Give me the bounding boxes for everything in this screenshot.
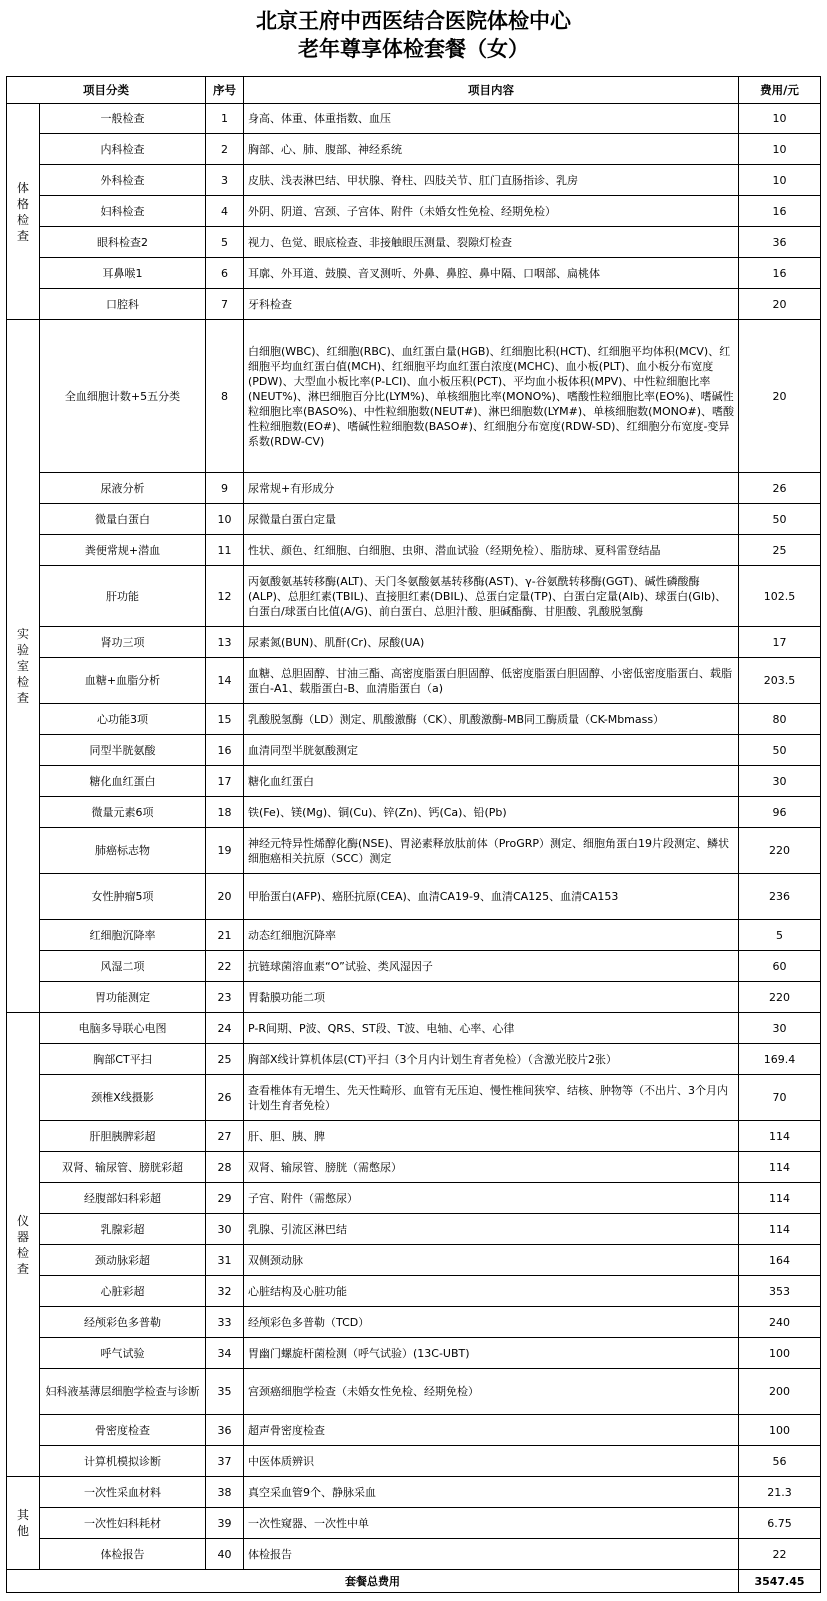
page-title: 北京王府中西医结合医院体检中心	[256, 8, 571, 33]
item-content: 乳酸脱氢酶（LD）测定、肌酸激酶（CK）、肌酸激酶-MB同工酶质量（CK-Mbmass）	[244, 704, 739, 735]
item-no: 19	[206, 828, 244, 874]
item-content: 超声骨密度检查	[244, 1415, 739, 1446]
item-fee: 220	[739, 828, 821, 874]
item-fee: 164	[739, 1245, 821, 1276]
table-row	[7, 1338, 821, 1369]
item-fee: 26	[739, 473, 821, 504]
item-content: 白细胞(WBC)、红细胞(RBC)、血红蛋白量(HGB)、红细胞比积(HCT)、红细胞平均体积(MCV)、红细胞平均血红蛋白值(MCH)、红细胞平均血红蛋白浓度(MCHC)、血小板(PLT)、血小板分布宽度(PDW)、大型血小板比率(P-LCI)、血小板压积(PCT)、平均血小板体积(MPV)、中性粒细胞比率(NEUT%)、淋巴细胞百分比(LYM%)、单核细胞比率(MONO%)、嗜酸性粒细胞比率(EO%)、嗜碱性粒细胞比率(BASO%)、中性粒细胞数(NEUT#)、淋巴细胞数(LYM#)、单核细胞数(MONO#)、嗜酸性粒细胞数(EO#)、嗜碱性粒细胞数(BASO#)、红细胞分布宽度(RDW-SD)、红细胞分布宽度-变异系数(RDW-CV)	[244, 320, 739, 473]
item-no: 35	[206, 1369, 244, 1415]
item-no: 34	[206, 1338, 244, 1369]
item-content: 尿常规+有形成分	[244, 473, 739, 504]
page-subtitle: 老年尊享体检套餐（女）	[298, 36, 529, 61]
table-row	[7, 258, 821, 289]
table-row	[7, 1508, 821, 1539]
item-content: 视力、色觉、眼底检查、非接触眼压测量、裂隙灯检查	[244, 227, 739, 258]
item-name: 女性肿瘤5项	[40, 874, 206, 920]
item-fee: 100	[739, 1415, 821, 1446]
item-name: 颈动脉彩超	[40, 1245, 206, 1276]
table-row	[7, 1415, 821, 1446]
item-no: 5	[206, 227, 244, 258]
table-row	[7, 1075, 821, 1121]
item-content: 耳廓、外耳道、鼓膜、音叉测听、外鼻、鼻腔、鼻中隔、口咽部、扁桃体	[244, 258, 739, 289]
item-fee: 30	[739, 766, 821, 797]
header-content: 项目内容	[244, 77, 739, 104]
item-name: 妇科检查	[40, 196, 206, 227]
item-name: 电脑多导联心电图	[40, 1013, 206, 1044]
item-name: 微量元素6项	[40, 797, 206, 828]
item-name: 口腔科	[40, 289, 206, 320]
item-no: 25	[206, 1044, 244, 1075]
item-no: 7	[206, 289, 244, 320]
item-name: 一次性妇科耗材	[40, 1508, 206, 1539]
item-content: 抗链球菌溶血素“O”试验、类风湿因子	[244, 951, 739, 982]
item-fee: 17	[739, 627, 821, 658]
item-no: 33	[206, 1307, 244, 1338]
table-row	[7, 1369, 821, 1415]
table-row	[7, 735, 821, 766]
item-fee: 70	[739, 1075, 821, 1121]
item-content: 胃黏膜功能二项	[244, 982, 739, 1013]
table-row	[7, 1183, 821, 1214]
item-no: 9	[206, 473, 244, 504]
table-row	[7, 1013, 821, 1044]
item-fee: 10	[739, 134, 821, 165]
item-content: 血清同型半胱氨酸测定	[244, 735, 739, 766]
item-name: 乳腺彩超	[40, 1214, 206, 1245]
item-name: 糖化血红蛋白	[40, 766, 206, 797]
item-fee: 102.5	[739, 566, 821, 627]
item-name: 心脏彩超	[40, 1276, 206, 1307]
table-row	[7, 104, 821, 134]
item-name: 风湿二项	[40, 951, 206, 982]
item-no: 27	[206, 1121, 244, 1152]
item-name: 骨密度检查	[40, 1415, 206, 1446]
item-name: 胸部CT平扫	[40, 1044, 206, 1075]
item-content: 牙科检查	[244, 289, 739, 320]
item-fee: 5	[739, 920, 821, 951]
item-name: 一般检查	[40, 104, 206, 134]
item-content: 经颅彩色多普勒（TCD）	[244, 1307, 739, 1338]
header-no: 序号	[206, 77, 244, 104]
total-fee: 3547.45	[739, 1570, 821, 1593]
item-content: 外阴、阴道、宫颈、子宫体、附件（未婚女性免检、经期免检）	[244, 196, 739, 227]
item-name: 肝胆胰脾彩超	[40, 1121, 206, 1152]
item-content: 皮肤、浅表淋巴结、甲状腺、脊柱、四肢关节、肛门直肠指诊、乳房	[244, 165, 739, 196]
header-category: 项目分类	[7, 77, 206, 104]
item-name: 心功能3项	[40, 704, 206, 735]
item-fee: 203.5	[739, 658, 821, 704]
table-row	[7, 1477, 821, 1508]
item-name: 肺癌标志物	[40, 828, 206, 874]
category-label: 仪 器 检 查	[7, 1013, 40, 1477]
item-no: 8	[206, 320, 244, 473]
item-no: 31	[206, 1245, 244, 1276]
item-content: 身高、体重、体重指数、血压	[244, 104, 739, 134]
item-content: 肝、胆、胰、脾	[244, 1121, 739, 1152]
table-row	[7, 1276, 821, 1307]
item-name: 呼气试验	[40, 1338, 206, 1369]
item-no: 21	[206, 920, 244, 951]
item-no: 15	[206, 704, 244, 735]
table-row	[7, 134, 821, 165]
item-name: 胃功能测定	[40, 982, 206, 1013]
table-row	[7, 535, 821, 566]
item-fee: 114	[739, 1121, 821, 1152]
item-no: 37	[206, 1446, 244, 1477]
item-name: 血糖+血脂分析	[40, 658, 206, 704]
table-row	[7, 1446, 821, 1477]
item-name: 同型半胱氨酸	[40, 735, 206, 766]
item-fee: 50	[739, 735, 821, 766]
item-name: 红细胞沉降率	[40, 920, 206, 951]
item-name: 计算机模拟诊断	[40, 1446, 206, 1477]
item-content: 糖化血红蛋白	[244, 766, 739, 797]
table-row	[7, 627, 821, 658]
item-fee: 60	[739, 951, 821, 982]
item-name: 尿液分析	[40, 473, 206, 504]
item-content: 尿微量白蛋白定量	[244, 504, 739, 535]
item-fee: 100	[739, 1338, 821, 1369]
item-fee: 10	[739, 104, 821, 134]
table-row	[7, 165, 821, 196]
item-name: 耳鼻喉1	[40, 258, 206, 289]
item-fee: 236	[739, 874, 821, 920]
table-row	[7, 766, 821, 797]
table-row	[7, 658, 821, 704]
table-row	[7, 704, 821, 735]
table-row	[7, 1214, 821, 1245]
item-content: 胃幽门螺旋杆菌检测（呼气试验）(13C-UBT)	[244, 1338, 739, 1369]
item-fee: 353	[739, 1276, 821, 1307]
item-no: 39	[206, 1508, 244, 1539]
item-content: 中医体质辨识	[244, 1446, 739, 1477]
item-fee: 10	[739, 165, 821, 196]
item-no: 10	[206, 504, 244, 535]
item-content: 甲胎蛋白(AFP)、癌胚抗原(CEA)、血清CA19-9、血清CA125、血清CA153	[244, 874, 739, 920]
item-no: 22	[206, 951, 244, 982]
item-content: 宫颈癌细胞学检查（未婚女性免检、经期免检）	[244, 1369, 739, 1415]
item-fee: 16	[739, 196, 821, 227]
item-no: 18	[206, 797, 244, 828]
item-content: 血糖、总胆固醇、甘油三酯、高密度脂蛋白胆固醇、低密度脂蛋白胆固醇、小密低密度脂蛋白、载脂蛋白-A1、载脂蛋白-B、血清脂蛋白（a)	[244, 658, 739, 704]
table-row	[7, 566, 821, 627]
table-row	[7, 874, 821, 920]
item-name: 经颅彩色多普勒	[40, 1307, 206, 1338]
table-row	[7, 982, 821, 1013]
total-row	[7, 1570, 821, 1593]
item-content: 体检报告	[244, 1539, 739, 1570]
item-fee: 20	[739, 320, 821, 473]
table-row	[7, 473, 821, 504]
item-content: 真空采血管9个、静脉采血	[244, 1477, 739, 1508]
item-content: 尿素氮(BUN)、肌酐(Cr)、尿酸(UA)	[244, 627, 739, 658]
header-row	[7, 77, 821, 104]
table-row	[7, 320, 821, 473]
item-fee: 56	[739, 1446, 821, 1477]
item-fee: 80	[739, 704, 821, 735]
item-no: 3	[206, 165, 244, 196]
table-row	[7, 1245, 821, 1276]
table-row	[7, 797, 821, 828]
category-label: 其 他	[7, 1477, 40, 1570]
item-fee: 200	[739, 1369, 821, 1415]
item-fee: 240	[739, 1307, 821, 1338]
item-no: 38	[206, 1477, 244, 1508]
item-content: 双肾、输尿管、膀胱（需憋尿）	[244, 1152, 739, 1183]
item-name: 颈椎X线摄影	[40, 1075, 206, 1121]
item-content: 子宫、附件（需憋尿）	[244, 1183, 739, 1214]
item-name: 全血细胞计数+5五分类	[40, 320, 206, 473]
item-no: 1	[206, 104, 244, 134]
header-fee: 费用/元	[739, 77, 821, 104]
item-name: 一次性采血材料	[40, 1477, 206, 1508]
item-content: 神经元特异性烯醇化酶(NSE)、胃泌素释放肽前体（ProGRP）测定、细胞角蛋白19片段测定、鳞状细胞癌相关抗原（SCC）测定	[244, 828, 739, 874]
item-name: 眼科检查2	[40, 227, 206, 258]
item-content: 动态红细胞沉降率	[244, 920, 739, 951]
item-content: 性状、颜色、红细胞、白细胞、虫卵、潜血试验（经期免检）、脂肪球、夏科雷登结晶	[244, 535, 739, 566]
item-no: 4	[206, 196, 244, 227]
item-no: 16	[206, 735, 244, 766]
table-row	[7, 1152, 821, 1183]
table-row	[7, 1121, 821, 1152]
table-row	[7, 920, 821, 951]
item-no: 29	[206, 1183, 244, 1214]
item-name: 肾功三项	[40, 627, 206, 658]
item-name: 微量白蛋白	[40, 504, 206, 535]
item-fee: 36	[739, 227, 821, 258]
item-content: P-R间期、P波、QRS、ST段、T波、电轴、心率、心律	[244, 1013, 739, 1044]
table-row	[7, 1307, 821, 1338]
item-name: 经腹部妇科彩超	[40, 1183, 206, 1214]
item-no: 26	[206, 1075, 244, 1121]
item-fee: 96	[739, 797, 821, 828]
item-content: 胸部X线计算机体层(CT)平扫（3个月内计划生育者免检）（含激光胶片2张）	[244, 1044, 739, 1075]
item-fee: 30	[739, 1013, 821, 1044]
item-name: 粪便常规+潜血	[40, 535, 206, 566]
item-no: 11	[206, 535, 244, 566]
item-content: 心脏结构及心脏功能	[244, 1276, 739, 1307]
item-name: 肝功能	[40, 566, 206, 627]
item-content: 双侧颈动脉	[244, 1245, 739, 1276]
item-fee: 114	[739, 1152, 821, 1183]
category-label: 实 验 室 检 查	[7, 320, 40, 1013]
item-fee: 22	[739, 1539, 821, 1570]
item-fee: 50	[739, 504, 821, 535]
item-no: 36	[206, 1415, 244, 1446]
item-no: 12	[206, 566, 244, 627]
item-fee: 169.4	[739, 1044, 821, 1075]
table-row	[7, 504, 821, 535]
item-name: 双肾、输尿管、膀胱彩超	[40, 1152, 206, 1183]
item-fee: 220	[739, 982, 821, 1013]
item-no: 20	[206, 874, 244, 920]
item-content: 铁(Fe)、镁(Mg)、铜(Cu)、锌(Zn)、钙(Ca)、铅(Pb)	[244, 797, 739, 828]
total-label: 套餐总费用	[7, 1570, 739, 1593]
item-no: 6	[206, 258, 244, 289]
table-row	[7, 289, 821, 320]
item-name: 内科检查	[40, 134, 206, 165]
item-no: 40	[206, 1539, 244, 1570]
table-body	[7, 104, 821, 1570]
table-row	[7, 1539, 821, 1570]
item-no: 24	[206, 1013, 244, 1044]
item-fee: 25	[739, 535, 821, 566]
item-fee: 6.75	[739, 1508, 821, 1539]
item-content: 乳腺、引流区淋巴结	[244, 1214, 739, 1245]
item-name: 外科检查	[40, 165, 206, 196]
table-row	[7, 951, 821, 982]
item-content: 胸部、心、肺、腹部、神经系统	[244, 134, 739, 165]
package-table	[6, 76, 821, 1593]
table-row	[7, 828, 821, 874]
item-fee: 114	[739, 1214, 821, 1245]
table-row	[7, 1044, 821, 1075]
item-name: 妇科液基薄层细胞学检查与诊断	[40, 1369, 206, 1415]
item-content: 一次性窥器、一次性中单	[244, 1508, 739, 1539]
item-no: 2	[206, 134, 244, 165]
item-no: 14	[206, 658, 244, 704]
category-label: 体 格 检 查	[7, 104, 40, 320]
item-fee: 20	[739, 289, 821, 320]
item-content: 丙氨酸氨基转移酶(ALT)、天门冬氨酸氨基转移酶(AST)、γ-谷氨酰转移酶(GGT)、碱性磷酸酶(ALP)、总胆红素(TBIL)、直接胆红素(DBIL)、总蛋白定量(TP)、白蛋白定量(Alb)、球蛋白(Glb)、白蛋白/球蛋白比值(A/G)、前白蛋白、总胆汁酸、胆碱酯酶、甘胆酸、乳酸脱氢酶	[244, 566, 739, 627]
item-no: 30	[206, 1214, 244, 1245]
table-row	[7, 196, 821, 227]
item-fee: 114	[739, 1183, 821, 1214]
item-name: 体检报告	[40, 1539, 206, 1570]
table-row	[7, 227, 821, 258]
item-no: 17	[206, 766, 244, 797]
item-no: 23	[206, 982, 244, 1013]
item-fee: 16	[739, 258, 821, 289]
item-no: 28	[206, 1152, 244, 1183]
item-no: 32	[206, 1276, 244, 1307]
item-content: 查看椎体有无增生、先天性畸形、血管有无压迫、慢性椎间狭窄、结核、肿物等（不出片、3个月内计划生育者免检）	[244, 1075, 739, 1121]
item-no: 13	[206, 627, 244, 658]
item-fee: 21.3	[739, 1477, 821, 1508]
